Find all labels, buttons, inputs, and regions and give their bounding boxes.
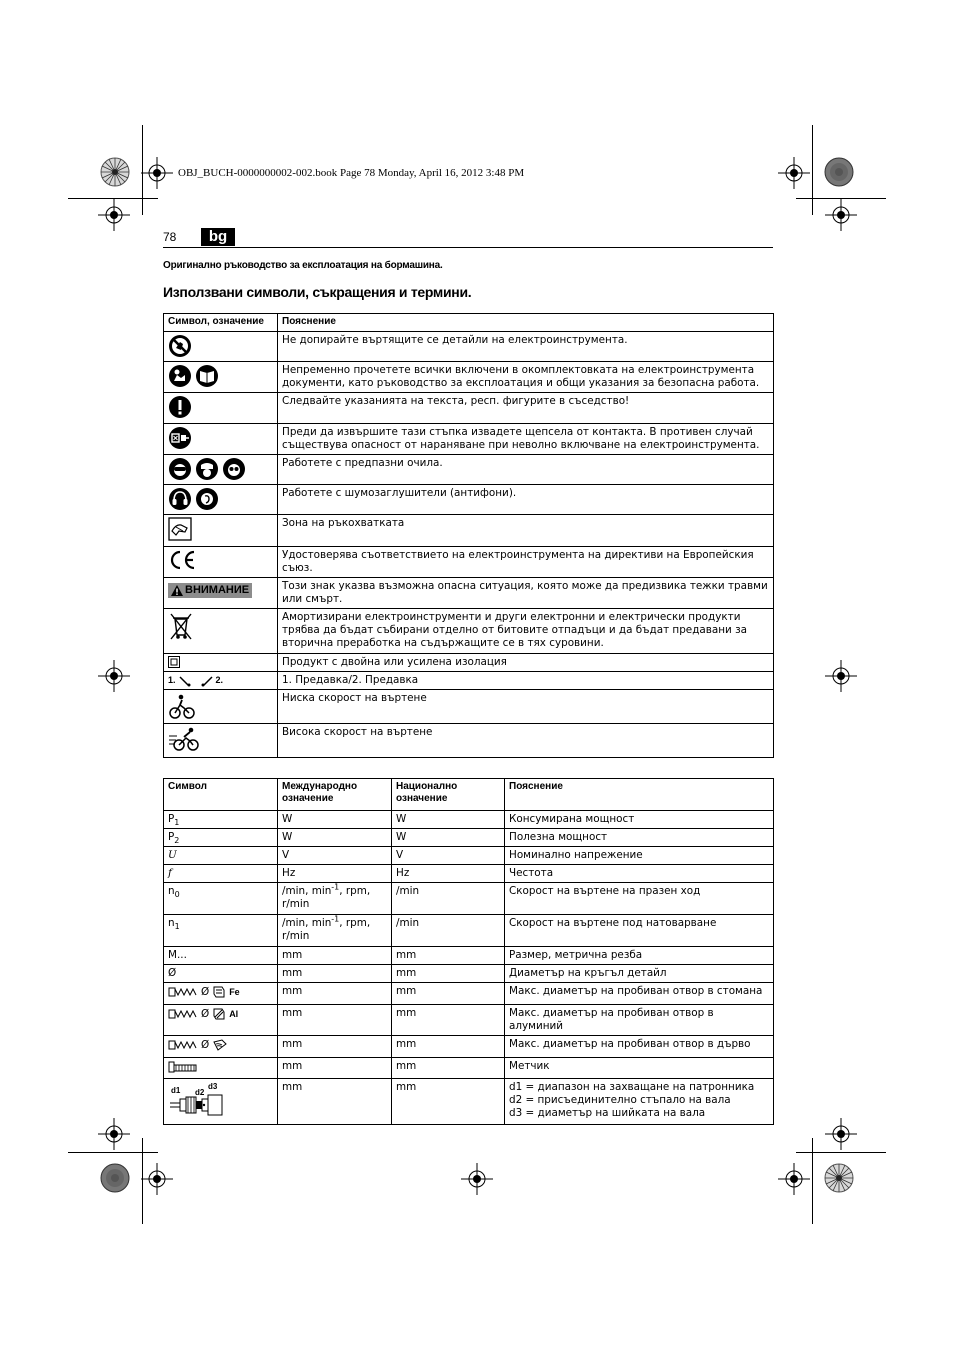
registration-mark-icon (98, 199, 130, 231)
drill-bit-icon (168, 986, 198, 998)
registration-mark-icon (778, 1163, 810, 1195)
table-row (164, 609, 774, 654)
natl-unit: mm (392, 947, 505, 965)
row-text: Работете с предпазни очила. (278, 455, 774, 485)
symbol-subscript: 1 (174, 922, 180, 932)
natl-unit: W (392, 829, 505, 847)
document-subtitle: Оригинално ръководство за експлоатация на бормашина. (163, 260, 443, 271)
intl-unit: mm (278, 1005, 392, 1036)
table-row (164, 811, 774, 829)
page-number: 78 (163, 230, 177, 244)
read-manual-icon (168, 364, 192, 388)
explanation: Полезна мощност (505, 829, 774, 847)
intl-unit: mm (278, 1079, 392, 1125)
safety-goggles-icon (195, 457, 219, 481)
table-row (164, 455, 774, 485)
drill-bit-icon (168, 1039, 198, 1051)
explanation: Скорост на въртене под натоварване (505, 915, 774, 947)
material-label: Fe (229, 986, 240, 997)
row-text: Непременно прочетете всички включени в окомплектовката на електроинструмента документи, като ръководство за експлоатация и общи указания за безопасна работа. (278, 362, 774, 393)
book-info: OBJ_BUCH-0000000002-002.book Page 78 Monday, April 16, 2012 3:48 PM (178, 167, 525, 179)
header-symbol: Символ, означение (164, 314, 278, 332)
natl-unit: mm (392, 1036, 505, 1058)
symbol: P (168, 831, 175, 843)
symbol-subscript: 2 (174, 836, 180, 846)
symbols-table (163, 313, 774, 758)
registration-mark-icon (825, 1118, 857, 1150)
drill-bit-icon (168, 1008, 198, 1020)
symbol: M... (164, 947, 278, 965)
table-row (164, 1079, 774, 1125)
table-row (164, 865, 774, 883)
row-text: Работете с шумозаглушители (антифони). (278, 485, 774, 515)
table-row (164, 983, 774, 1005)
intl-unit: W (278, 829, 392, 847)
header-national: Национално означение (392, 779, 505, 811)
language-badge: bg (201, 228, 235, 246)
row-text: Този знак указва възможна опасна ситуация, която може да предизвика тежки травми или смърт. (278, 578, 774, 609)
table-row (164, 1036, 774, 1058)
intl-unit: W (278, 811, 392, 829)
low-speed-icon (168, 692, 196, 720)
diameter-symbol: Ø (201, 1007, 210, 1020)
weee-bin-icon (168, 611, 194, 641)
table-row (164, 424, 774, 455)
symbol: n (168, 917, 175, 929)
intl-unit: mm (278, 1036, 392, 1058)
registration-mark-icon (141, 157, 173, 189)
explanation: Макс. диаметър на пробиван отвор в стомана (505, 983, 774, 1005)
header-symbol: Символ (164, 779, 278, 811)
symbol: Ø (164, 965, 278, 983)
intl-unit: mm (278, 965, 392, 983)
intl-unit-sup: -1 (331, 914, 340, 924)
row-text: Не допирайте въртящите се детайли на електроинструмента. (278, 332, 774, 362)
row-text: Удостоверява съответствието на електроинструмента на директиви на Европейския съюз. (278, 547, 774, 578)
intl-unit-sup: -1 (331, 882, 340, 892)
table-row (164, 578, 774, 609)
symbol: P (168, 813, 175, 825)
symbol-subscript: 0 (174, 890, 180, 900)
table-row (164, 724, 774, 758)
aluminium-material-icon (212, 1007, 226, 1021)
intl-unit-rest: , rpm, r/min (282, 885, 371, 910)
ear-protection-icon (168, 487, 192, 511)
intl-unit: mm (278, 1058, 392, 1079)
natl-unit: /min (392, 915, 505, 947)
table-row (164, 883, 774, 915)
exclamation-icon (168, 395, 192, 419)
intl-unit-rest: , rpm, r/min (282, 917, 371, 942)
color-target-icon (824, 1163, 854, 1193)
row-text: Преди да извършите тази стъпка извадете щепсела от контакта. В противен случай съществува опасност от нараняване при неволно включване на електроинструмента. (278, 424, 774, 455)
registration-mark-icon (778, 157, 810, 189)
table-row (164, 1005, 774, 1036)
symbol: f (168, 867, 172, 879)
explanation: Размер, метрична резба (505, 947, 774, 965)
explanation-line: d1 = диапазон на захващане на патронника (509, 1081, 755, 1093)
explanation: Диаметър на кръгъл детайл (505, 965, 774, 983)
label-d3: d3 (208, 1082, 218, 1091)
label-d1: d1 (171, 1086, 181, 1095)
row-text: Следвайте указанията на текста, респ. фигурите в съседство! (278, 393, 774, 424)
natl-unit: mm (392, 1079, 505, 1125)
table-row (164, 654, 774, 672)
diameter-symbol: Ø (201, 985, 210, 998)
gear-two-label: 2. (215, 675, 224, 685)
registration-mark-icon (825, 199, 857, 231)
natl-unit: mm (392, 965, 505, 983)
row-text: 1. Предавка/2. Предавка (278, 672, 774, 690)
table-row (164, 547, 774, 578)
table-row (164, 672, 774, 690)
header-rule (163, 247, 773, 248)
table-row (164, 362, 774, 393)
safety-goggles-icon (222, 457, 246, 481)
color-target-icon (824, 157, 854, 187)
ce-mark-icon (168, 549, 198, 571)
chuck-diagram (168, 1081, 238, 1117)
symbol-subscript: 1 (174, 818, 180, 828)
intl-unit: mm (278, 947, 392, 965)
color-target-icon (100, 1163, 130, 1193)
natl-unit: mm (392, 983, 505, 1005)
manual-book-icon (195, 364, 219, 388)
wood-material-icon (212, 1038, 228, 1052)
double-insulation-icon (168, 656, 180, 668)
intl-unit: /min, min (282, 885, 332, 897)
natl-unit: /min (392, 883, 505, 915)
explanation: Метчик (505, 1058, 774, 1079)
warning-triangle-icon (171, 585, 183, 596)
explanation: Честота (505, 865, 774, 883)
intl-unit: Hz (278, 865, 392, 883)
table-row (164, 690, 774, 724)
explanation: Макс. диаметър на пробиван отвор в алуминий (505, 1005, 774, 1036)
intl-unit: mm (278, 983, 392, 1005)
table-row (164, 915, 774, 947)
table-row (164, 965, 774, 983)
intl-unit: V (278, 847, 392, 865)
registration-mark-icon (825, 660, 857, 692)
row-text: Амортизирани електроинструменти и други електронни и електрически продукти трябва да бъдат събирани отделно от битовите отпадъци и да бъдат предавани за вторична преработка на съдържащите се в тях суровини. (278, 609, 774, 654)
warning-label (168, 583, 252, 598)
intl-unit: /min, min (282, 917, 332, 929)
label-d2: d2 (195, 1088, 205, 1097)
explanation: Макс. диаметър на пробиван отвор в дърво (505, 1036, 774, 1058)
table-row (164, 393, 774, 424)
explanation: Консумирана мощност (505, 811, 774, 829)
row-text: Висока скорост на въртене (278, 724, 774, 758)
natl-unit: mm (392, 1005, 505, 1036)
units-table (163, 778, 774, 1125)
registration-mark-icon (98, 660, 130, 692)
header-explanation: Пояснение (505, 779, 774, 811)
gear-one-icon (178, 675, 198, 687)
row-text: Ниска скорост на въртене (278, 690, 774, 724)
explanation: Номинално напрежение (505, 847, 774, 865)
header-explanation: Пояснение (278, 314, 774, 332)
header-international: Международно означение (278, 779, 392, 811)
natl-unit: W (392, 811, 505, 829)
table-row (164, 847, 774, 865)
explanation-line: d2 = присъединително стъпало на вала (509, 1094, 731, 1106)
ear-protection-icon (195, 487, 219, 511)
section-title: Използвани символи, съкращения и термини. (163, 284, 472, 300)
table-header-row (164, 314, 774, 332)
table-header-row (164, 779, 774, 811)
unplug-icon (168, 426, 192, 450)
natl-unit: Hz (392, 865, 505, 883)
table-row (164, 332, 774, 362)
no-touch-icon (168, 334, 192, 358)
diameter-symbol: Ø (201, 1038, 210, 1051)
high-speed-icon (168, 726, 200, 752)
grip-zone-icon (168, 517, 192, 541)
gear-one-label: 1. (168, 675, 176, 685)
steel-material-icon (212, 985, 226, 999)
registration-mark-icon (141, 1163, 173, 1195)
table-row (164, 1058, 774, 1079)
explanation: Скорост на въртене на празен ход (505, 883, 774, 915)
natl-unit: V (392, 847, 505, 865)
gear-two-icon (200, 675, 214, 687)
chuck-shaft-icon (168, 1091, 238, 1117)
tap-icon (168, 1060, 198, 1074)
symbol: U (168, 849, 177, 861)
table-row (164, 829, 774, 847)
table-row (164, 515, 774, 547)
registration-mark-icon (461, 1163, 493, 1195)
explanation-line: d3 = диаметър на шийката на вала (509, 1107, 706, 1119)
warning-label-text: ВНИМАНИЕ (185, 584, 250, 596)
natl-unit: mm (392, 1058, 505, 1079)
row-text: Продукт с двойна или усилена изолация (278, 654, 774, 672)
registration-mark-icon (98, 1118, 130, 1150)
material-label: Al (229, 1008, 239, 1019)
color-target-icon (100, 157, 130, 187)
table-row (164, 485, 774, 515)
safety-goggles-icon (168, 457, 192, 481)
row-text: Зона на ръкохватката (278, 515, 774, 547)
table-row (164, 947, 774, 965)
symbol: n (168, 885, 175, 897)
